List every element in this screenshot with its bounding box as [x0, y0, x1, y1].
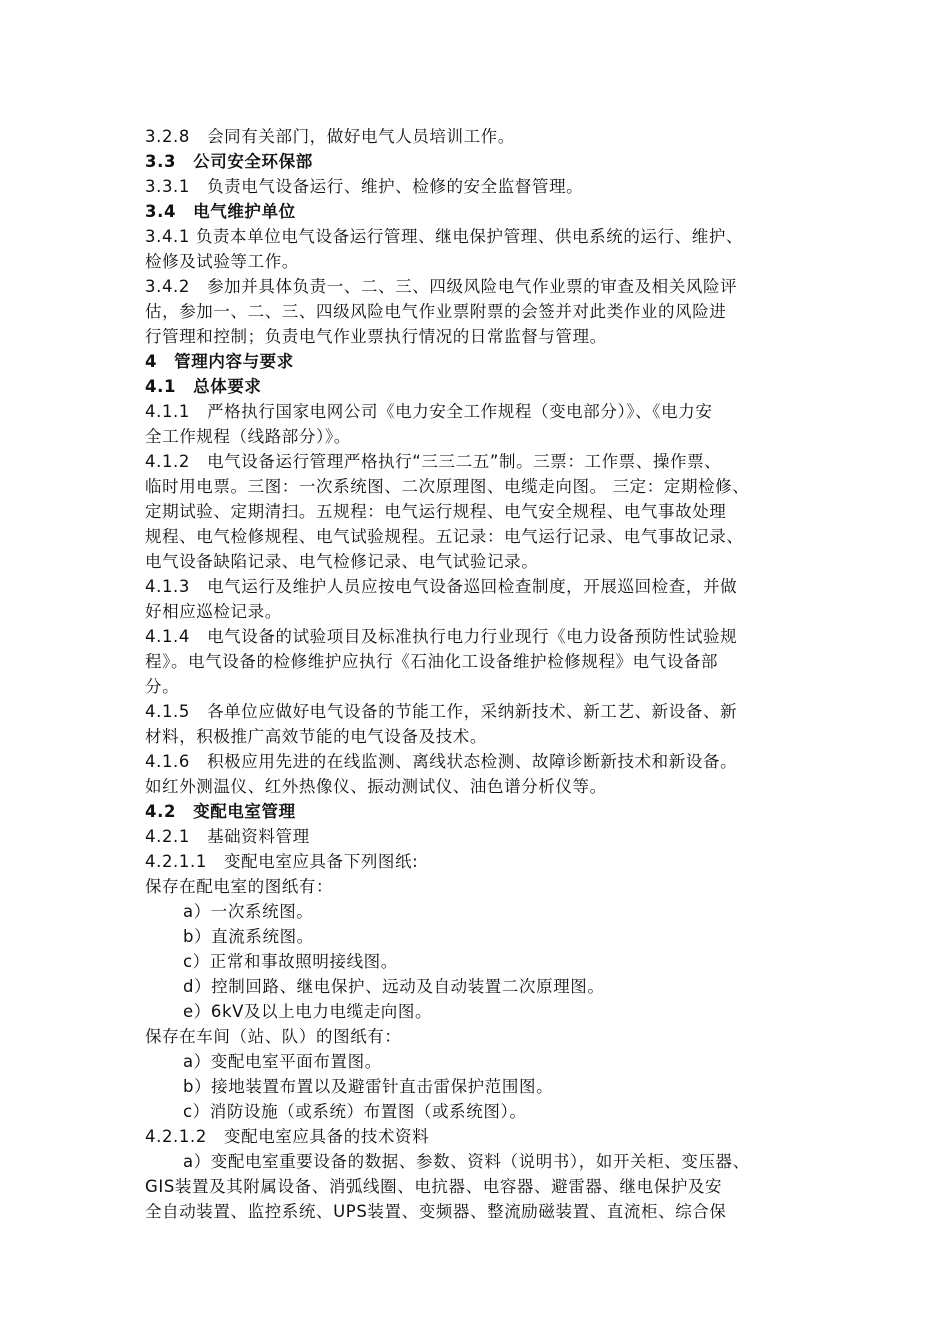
text-line: 估，参加一、二、三、四级风险电气作业票附票的会签并对此类作业的风险进	[145, 302, 727, 321]
text-line: 如红外测温仪、红外热像仪、振动测试仪、油色谱分析仪等。	[145, 777, 607, 796]
list-item: a）一次系统图。	[183, 902, 314, 921]
text-line: 定期试验、定期清扫。五规程：电气运行规程、电气安全规程、电气事故处理	[145, 502, 727, 521]
document-body	[145, 124, 825, 1224]
list-item: a）变配电室重要设备的数据、参数、资料（说明书），如开关柜、变压器、	[183, 1152, 750, 1171]
section-heading: 3.4 电气维护单位	[145, 202, 296, 221]
text-line: 4.2.1.2 变配电室应具备的技术资料	[145, 1127, 430, 1146]
list-item: b）接地装置布置以及避雷针直击雷保护范围图。	[183, 1077, 554, 1096]
text-line: 4.1.3 电气运行及维护人员应按电气设备巡回检查制度，开展巡回检查，并做	[145, 577, 738, 596]
text-line: 临时用电票。三图：一次系统图、二次原理图、电缆走向图。 三定：定期检修、	[145, 477, 750, 496]
section-heading: 4.1 总体要求	[145, 377, 262, 396]
text-line: 电气设备缺陷记录、电气检修记录、电气试验记录。	[145, 552, 539, 571]
list-item: b）直流系统图。	[183, 927, 314, 946]
text-line: 检修及试验等工作。	[145, 252, 299, 271]
text-line: 4.2.1 基础资料管理	[145, 827, 310, 846]
text-line: 规程、电气检修规程、电气试验规程。五记录：电气运行记录、电气事故记录、	[145, 527, 744, 546]
text-line: 全自动装置、监控系统、UPS装置、变频器、整流励磁装置、直流柜、综合保	[145, 1202, 727, 1221]
text-line: 4.1.6 积极应用先进的在线监测、离线状态检测、故障诊断新技术和新设备。	[145, 752, 738, 771]
text-line: 保存在车间（站、队）的图纸有：	[145, 1027, 402, 1046]
text-line: 4.1.1 严格执行国家电网公司《电力安全工作规程（变电部分）》、《电力安	[145, 402, 713, 421]
list-item: d）控制回路、继电保护、远动及自动装置二次原理图。	[183, 977, 605, 996]
section-heading: 4 管理内容与要求	[145, 352, 294, 371]
section-heading: 3.3 公司安全环保部	[145, 152, 313, 171]
text-line: 3.3.1 负责电气设备运行、维护、检修的安全监督管理。	[145, 177, 584, 196]
text-line: 3.2.8 会同有关部门，做好电气人员培训工作。	[145, 127, 515, 146]
list-item: e）6kV及以上电力电缆走向图。	[183, 1002, 433, 1021]
text-line: 保存在配电室的图纸有：	[145, 877, 334, 896]
text-line: 3.4.1 负责本单位电气设备运行管理、继电保护管理、供电系统的运行、维护、	[145, 227, 744, 246]
text-line: 好相应巡检记录。	[145, 602, 282, 621]
text-line: 行管理和控制；负责电气作业票执行情况的日常监督与管理。	[145, 327, 607, 346]
text-line: 全工作规程（线路部分）》。	[145, 427, 351, 446]
list-item: c）消防设施（或系统）布置图（或系统图）。	[183, 1102, 527, 1121]
text-line: 4.1.4 电气设备的试验项目及标准执行电力行业现行《电力设备预防性试验规	[145, 627, 738, 646]
list-item: a）变配电室平面布置图。	[183, 1052, 382, 1071]
list-item: c）正常和事故照明接线图。	[183, 952, 398, 971]
text-line: 材料，积极推广高效节能的电气设备及技术。	[145, 727, 487, 746]
text-line: 4.1.2 电气设备运行管理严格执行“三三二五”制。三票：工作票、操作票、	[145, 452, 722, 471]
text-line: GIS装置及其附属设备、消弧线圈、电抗器、电容器、避雷器、继电保护及安	[145, 1177, 723, 1196]
text-line: 分。	[145, 677, 180, 696]
section-heading: 4.2 变配电室管理	[145, 802, 296, 821]
text-line: 4.2.1.1 变配电室应具备下列图纸:	[145, 852, 419, 871]
text-line: 程》。电气设备的检修维护应执行《石油化工设备维护检修规程》电气设备部	[145, 652, 719, 671]
text-line: 3.4.2 参加并具体负责一、二、三、四级风险电气作业票的审查及相关风险评	[145, 277, 738, 296]
text-line: 4.1.5 各单位应做好电气设备的节能工作，采纳新技术、新工艺、新设备、新	[145, 702, 738, 721]
